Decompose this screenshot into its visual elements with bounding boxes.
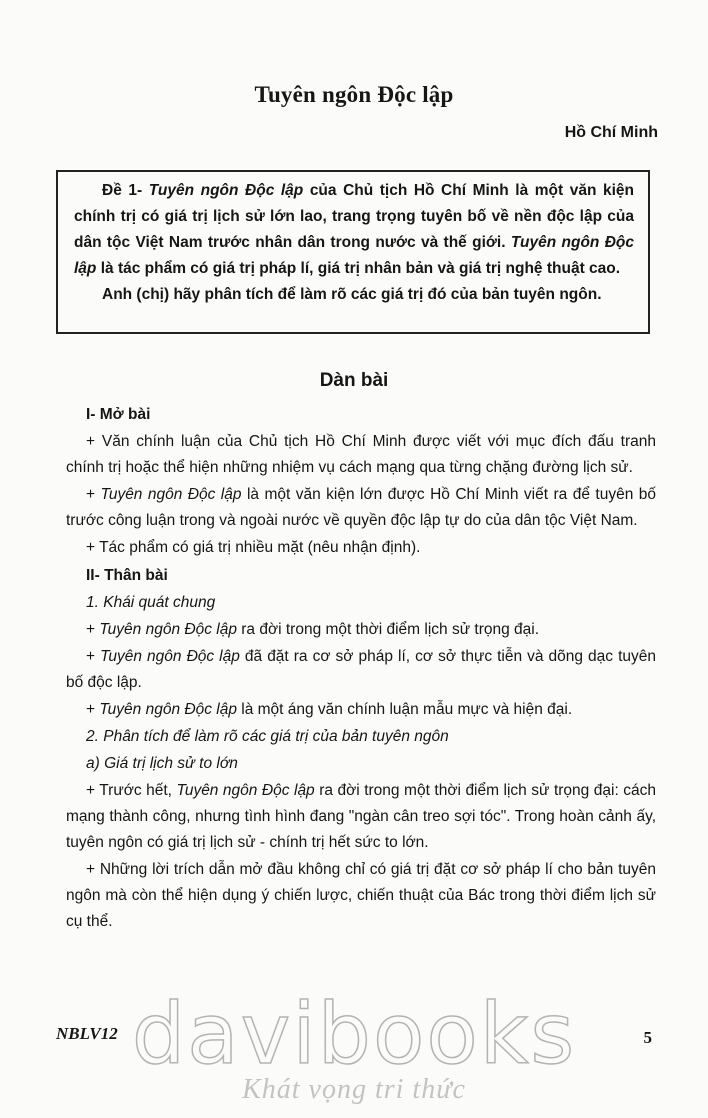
author-name: Hồ Chí Minh — [564, 124, 658, 141]
outline-paragraph-3: + Tác phẩm có giá trị nhiều mặt (nêu nhận định). — [86, 539, 421, 556]
subheading-analysis: 2. Phân tích để làm rõ các giá trị của bản tuyên ngôn — [86, 728, 449, 745]
paragraph-text: là một áng văn chính luận mẫu mực và hiện đại. — [236, 701, 573, 718]
outline-paragraph-4 — [66, 617, 656, 643]
bullet-prefix: + — [86, 701, 100, 718]
prompt-text-part-2: là tác phẩm có giá trị pháp lí, giá trị nhân bản và giá trị nghệ thuật cao. — [96, 260, 621, 277]
work-title-ref: Tuyên ngôn Độc lập — [100, 648, 240, 665]
prompt-box — [56, 170, 650, 334]
work-title-ref: Tuyên ngôn Độc lập — [100, 486, 242, 503]
paragraph-text: ra đời trong một thời điểm lịch sử trọng đại. — [236, 621, 540, 638]
prompt-work-title: Tuyên ngôn Độc lập — [148, 182, 304, 199]
paragraph-text: + Trước hết, — [86, 782, 177, 799]
outline-paragraph-6 — [66, 697, 656, 723]
bullet-prefix: + — [86, 648, 101, 665]
document-title: Tuyên ngôn Độc lập — [254, 82, 454, 107]
prompt-work-title-2: Tuyên ngôn Độc lập — [74, 234, 634, 277]
book-code: NBLV12 — [56, 1024, 118, 1043]
paragraph-text: ra đời trong một thời điểm lịch sử trọng đại: cách mạng thành công, nhưng tình hình đang "ngàn cân treo sợi tóc". Trong hoàn cảnh ấy, tuyên ngôn có giá trị lịch sử - chính trị hết sức to lớn. — [66, 782, 657, 851]
paragraph-text: là một văn kiện lớn được Hồ Chí Minh viết ra để tuyên bố trước công luận trong và ngoài nước về quyền độc lập tự do của dân tộc Việt Nam. — [66, 486, 657, 529]
subheading-overview: 1. Khái quát chung — [86, 594, 216, 611]
subheading-historical-value: a) Giá trị lịch sử to lớn — [86, 755, 238, 772]
bullet-prefix: + — [86, 621, 100, 638]
bullet-prefix: + — [86, 486, 101, 503]
heading-body: II- Thân bài — [86, 567, 168, 584]
outline-body — [66, 400, 656, 936]
outline-paragraph-7 — [66, 778, 656, 856]
prompt-text-part-1: của Chủ tịch Hồ Chí Minh là một văn kiện chính trị có giá trị lịch sử lớn lao, trang trọng tuyên bố về nền độc lập của dân tộc Việt Nam trước nhân dân trong nước và thế giới. — [74, 182, 634, 251]
prompt-paragraph-2: Anh (chị) hãy phân tích để làm rõ các giá trị đó của bản tuyên ngôn. — [102, 286, 602, 303]
heading-intro: I- Mở bài — [86, 406, 151, 423]
page-number: 5 — [643, 1028, 652, 1047]
work-title-ref: Tuyên ngôn Độc lập — [99, 701, 237, 718]
outline-paragraph-1: + Văn chính luận của Chủ tịch Hồ Chí Minh được viết với mục đích đấu tranh chính trị hoặc thể hiện những nhiệm vụ cách mạng qua từng chặng đường lịch sử. — [66, 433, 656, 476]
prompt-label: Đề 1- — [102, 182, 149, 199]
outline-title: Dàn bài — [319, 370, 389, 391]
outline-paragraph-2 — [66, 482, 656, 534]
watermark-brand: davibooks — [131, 985, 577, 1083]
outline-paragraph-8: + Những lời trích dẫn mở đầu không chỉ có giá trị đặt cơ sở pháp lí cho bản tuyên ngôn mà còn thể hiện dụng ý chiến lược, chiến thuật của Bác trong thời điểm lịch sử cụ thể. — [66, 861, 656, 930]
prompt-paragraph-1 — [74, 178, 634, 282]
work-title-ref: Tuyên ngôn Độc lập — [99, 621, 237, 638]
outline-paragraph-5 — [66, 644, 656, 696]
work-title-ref: Tuyên ngôn Độc lập — [176, 782, 315, 799]
watermark-slogan: Khát vọng tri thức — [242, 1074, 466, 1105]
paragraph-text: đã đặt ra cơ sở pháp lí, cơ sở thực tiễn và dõng dạc tuyên bố độc lập. — [66, 648, 657, 691]
